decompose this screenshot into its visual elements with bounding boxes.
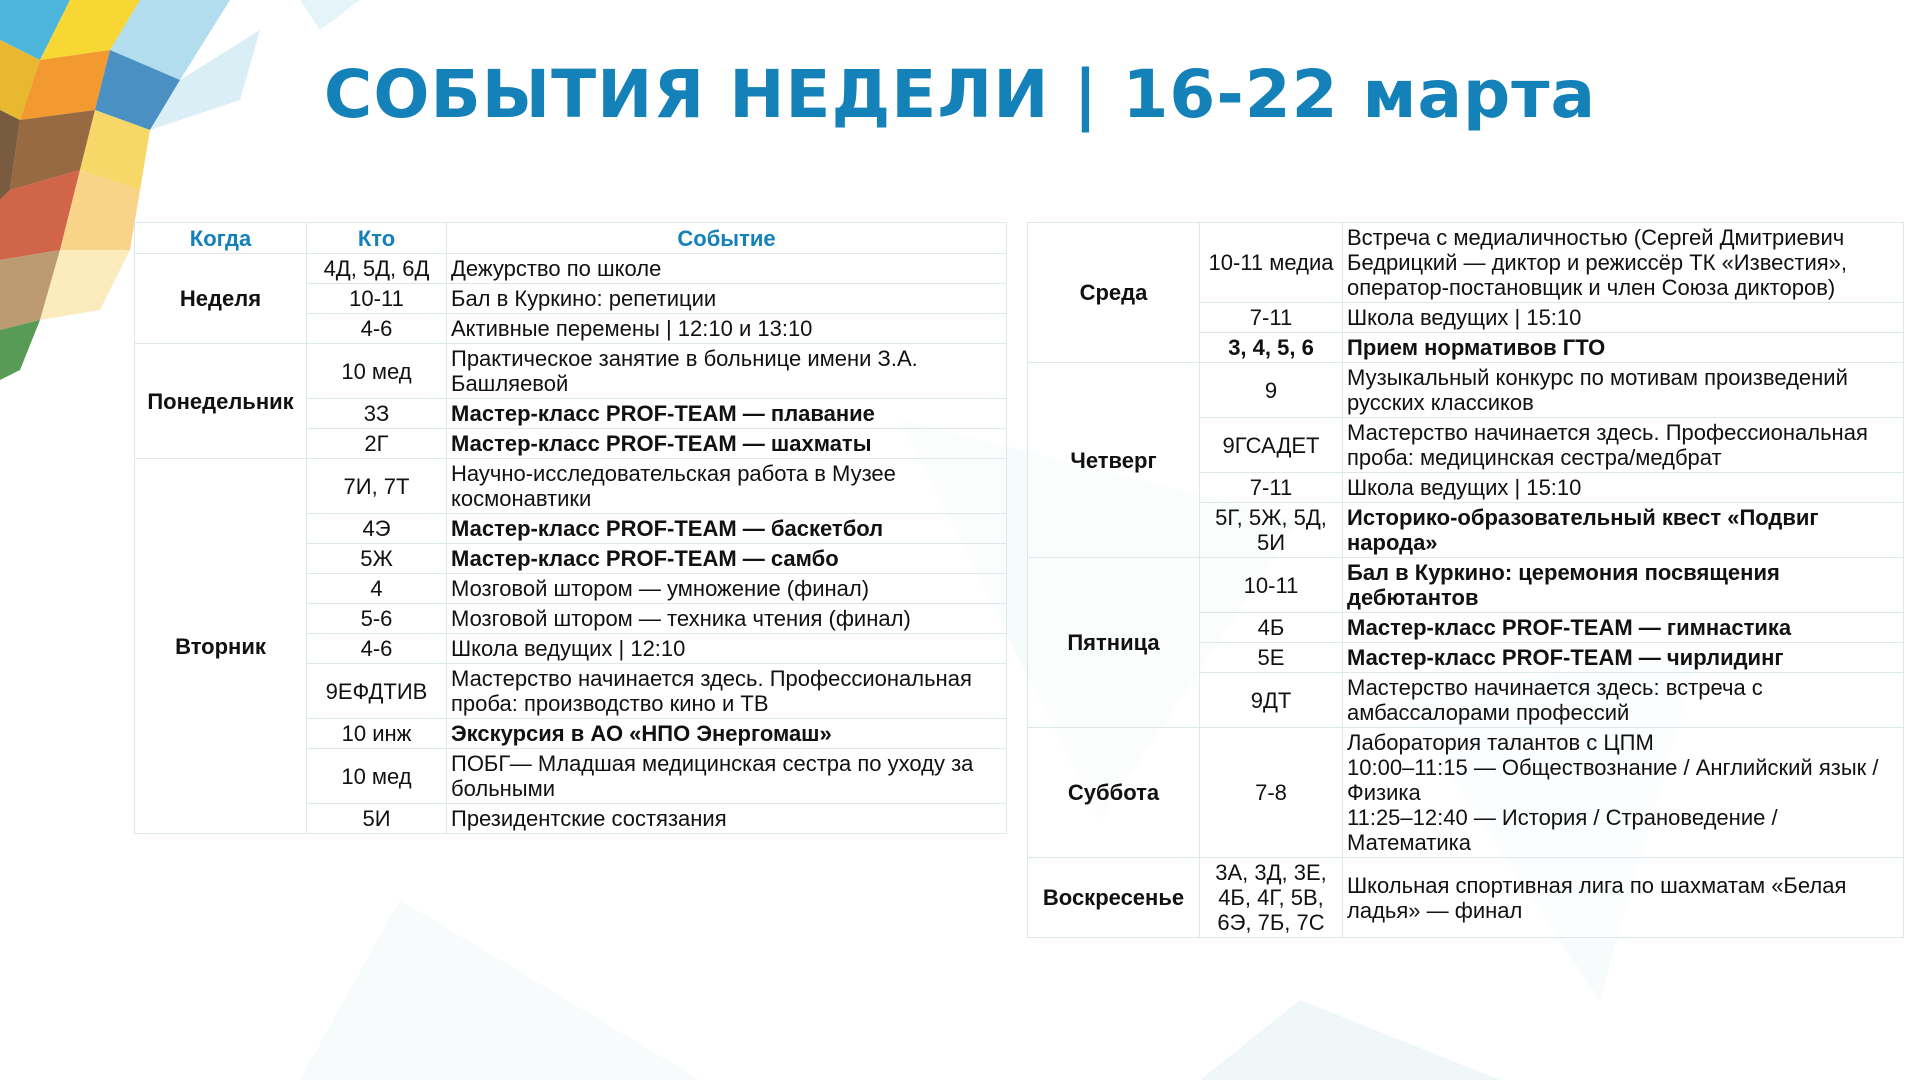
day-cell: Четверг (1028, 363, 1200, 558)
who-cell: 7-8 (1200, 728, 1343, 858)
event-cell: Мастер-класс PROF-TEAM — самбо (447, 544, 1007, 574)
event-cell: Дежурство по школе (447, 254, 1007, 284)
header-when: Когда (135, 223, 307, 254)
event-cell: Музыкальный конкурс по мотивам произведений русских классиков (1343, 363, 1904, 418)
who-cell: 4Б (1200, 613, 1343, 643)
table-row (135, 344, 1007, 399)
who-cell: 7И, 7Т (307, 459, 447, 514)
event-cell: Мастер-класс PROF-TEAM — шахматы (447, 429, 1007, 459)
table-header-row (135, 223, 1007, 254)
who-cell: 9ЕФДТИВ (307, 664, 447, 719)
event-cell: Школа ведущих | 12:10 (447, 634, 1007, 664)
who-cell: 4Э (307, 514, 447, 544)
table-row (1028, 728, 1904, 858)
day-cell: Вторник (135, 459, 307, 834)
event-cell: Школа ведущих | 15:10 (1343, 303, 1904, 333)
who-cell: 10-11 (307, 284, 447, 314)
who-cell: 9ДТ (1200, 673, 1343, 728)
event-cell: Активные перемены | 12:10 и 13:10 (447, 314, 1007, 344)
who-cell: 2Г (307, 429, 447, 459)
who-cell: 9ГСАДЕТ (1200, 418, 1343, 473)
schedule-table-right (1027, 222, 1904, 938)
who-cell: 3А, 3Д, 3Е, 4Б, 4Г, 5В, 6Э, 7Б, 7С (1200, 858, 1343, 938)
who-cell: 10 мед (307, 344, 447, 399)
who-cell: 5И (307, 804, 447, 834)
event-cell: Прием нормативов ГТО (1343, 333, 1904, 363)
day-cell: Воскресенье (1028, 858, 1200, 938)
page-title: СОБЫТИЯ НЕДЕЛИ | 16-22 марта (323, 56, 1597, 133)
event-cell: Мастерство начинается здесь: встреча с амбассалорами профессий (1343, 673, 1904, 728)
event-cell: Мозговой штором — техника чтения (финал) (447, 604, 1007, 634)
event-cell: Научно-исследовательская работа в Музее космонавтики (447, 459, 1007, 514)
event-cell: Школьная спортивная лига по шахматам «Белая ладья» — финал (1343, 858, 1904, 938)
who-cell: 7-11 (1200, 303, 1343, 333)
event-cell: ПОБГ— Младшая медицинская сестра по уходу за больными (447, 749, 1007, 804)
table-row (1028, 223, 1904, 303)
day-cell: Пятница (1028, 558, 1200, 728)
who-cell: 4Д, 5Д, 6Д (307, 254, 447, 284)
who-cell: 5-6 (307, 604, 447, 634)
event-cell: Встреча с медиаличностью (Сергей Дмитриевич Бедрицкий — диктор и режиссёр ТК «Известия», оператор-постановщик и член Союза дикторов) (1343, 223, 1904, 303)
who-cell: 4-6 (307, 634, 447, 664)
who-cell: 9 (1200, 363, 1343, 418)
event-cell: Мастерство начинается здесь. Профессиональная проба: медицинская сестра/медбрат (1343, 418, 1904, 473)
who-cell: 5Ж (307, 544, 447, 574)
who-cell: 4 (307, 574, 447, 604)
event-cell: Мастер-класс PROF-TEAM — плавание (447, 399, 1007, 429)
who-cell: 5Г, 5Ж, 5Д, 5И (1200, 503, 1343, 558)
header-who: Кто (307, 223, 447, 254)
schedule-table-left (134, 222, 1007, 834)
event-cell: Мастерство начинается здесь. Профессиональная проба: производство кино и ТВ (447, 664, 1007, 719)
event-cell: Мастер-класс PROF-TEAM — баскетбол (447, 514, 1007, 544)
table-row (135, 254, 1007, 284)
event-cell: Мозговой штором — умножение (финал) (447, 574, 1007, 604)
who-cell: 7-11 (1200, 473, 1343, 503)
header-event: Событие (447, 223, 1007, 254)
who-cell: 3, 4, 5, 6 (1200, 333, 1343, 363)
event-cell: Мастер-класс PROF-TEAM — чирлидинг (1343, 643, 1904, 673)
event-cell: Практическое занятие в больнице имени З.А. Башляевой (447, 344, 1007, 399)
table-row (135, 459, 1007, 514)
event-cell: Бал в Куркино: церемония посвящения дебютантов (1343, 558, 1904, 613)
who-cell: 5Е (1200, 643, 1343, 673)
table-row (1028, 363, 1904, 418)
who-cell: 10-11 (1200, 558, 1343, 613)
event-cell: Президентские состязания (447, 804, 1007, 834)
event-cell: Историко-образовательный квест «Подвиг народа» (1343, 503, 1904, 558)
who-cell: 3З (307, 399, 447, 429)
table-row (1028, 558, 1904, 613)
event-cell: Экскурсия в АО «НПО Энергомаш» (447, 719, 1007, 749)
day-cell: Неделя (135, 254, 307, 344)
day-cell: Понедельник (135, 344, 307, 459)
who-cell: 10-11 медиа (1200, 223, 1343, 303)
event-cell: Школа ведущих | 15:10 (1343, 473, 1904, 503)
event-cell: Лаборатория талантов с ЦПМ 10:00–11:15 — Обществознание / Английский язык / Физика 11:25–12:40 — История / Страноведение / Математика (1343, 728, 1904, 858)
who-cell: 10 инж (307, 719, 447, 749)
event-cell: Бал в Куркино: репетиции (447, 284, 1007, 314)
day-cell: Суббота (1028, 728, 1200, 858)
event-cell: Мастер-класс PROF-TEAM — гимнастика (1343, 613, 1904, 643)
table-row (1028, 858, 1904, 938)
who-cell: 4-6 (307, 314, 447, 344)
who-cell: 10 мед (307, 749, 447, 804)
day-cell: Среда (1028, 223, 1200, 363)
